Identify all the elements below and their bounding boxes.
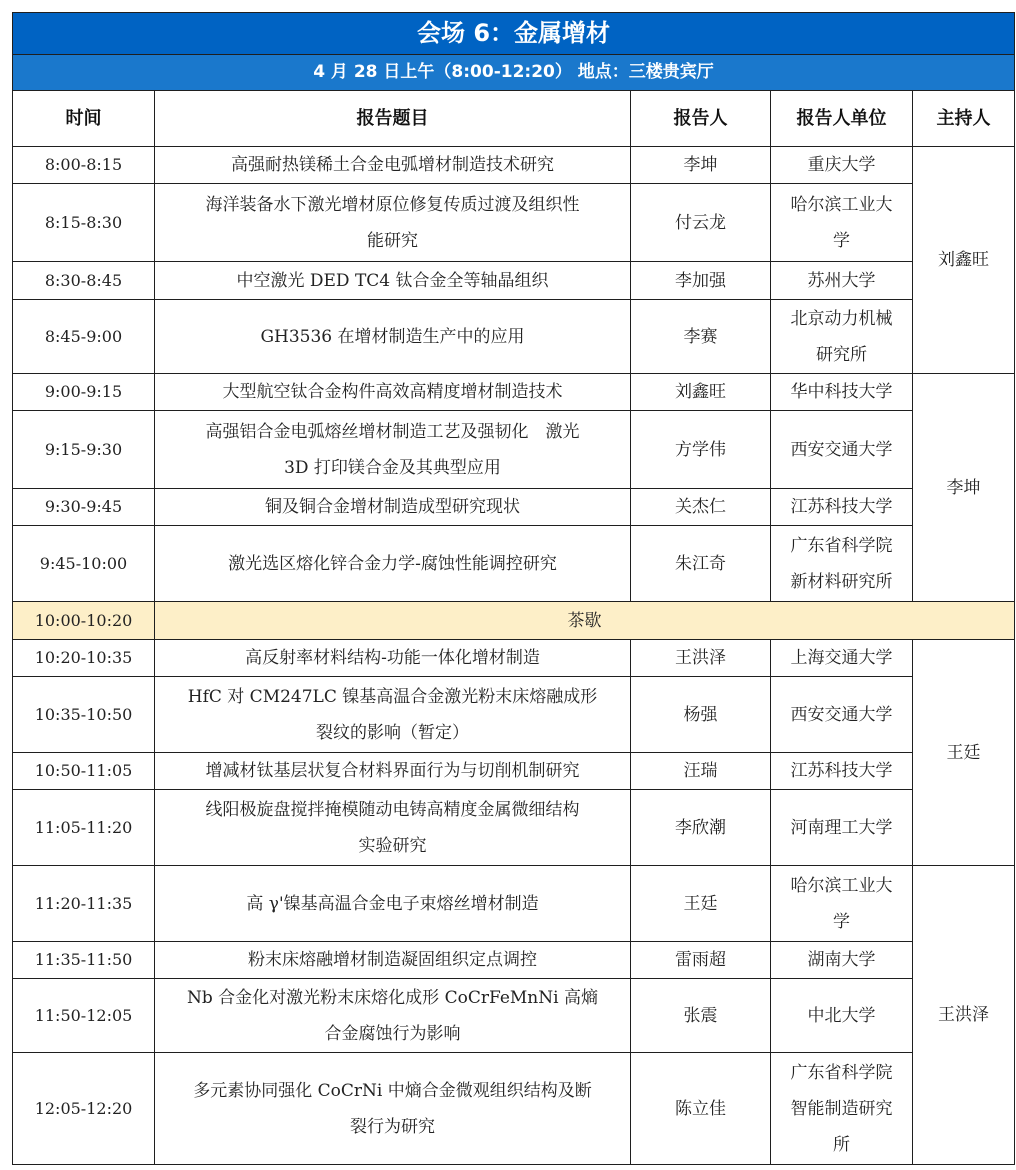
topic-cell-line: GH3536 在增材制造生产中的应用	[260, 326, 525, 347]
topic-cell-line: 高反射率材料结构-功能一体化增材制造	[245, 648, 540, 668]
affiliation-cell-line: 哈尔滨工业大	[790, 875, 893, 896]
speaker-cell: 李欣潮	[631, 790, 771, 866]
table-row	[13, 489, 1015, 526]
break-time: 10:00-10:20	[13, 602, 155, 640]
topic-cell-line: 增减材钛基层状复合材料界面行为与切削机制研究	[205, 761, 580, 781]
time-cell: 8:45-9:00	[13, 300, 155, 374]
affiliation-cell-line: 重庆大学	[807, 155, 876, 175]
topic-cell	[155, 866, 631, 942]
break-label: 茶歇	[155, 602, 1015, 640]
topic-cell-line: 激光选区熔化锌合金力学-腐蚀性能调控研究	[228, 553, 557, 574]
time-cell: 10:20-10:35	[13, 640, 155, 677]
speaker-cell: 汪瑞	[631, 753, 771, 790]
topic-cell	[155, 184, 631, 262]
affiliation-cell-line: 苏州大学	[807, 270, 876, 291]
subtitle-row	[13, 55, 1015, 91]
column-header-host: 主持人	[913, 91, 1015, 147]
affiliation-cell	[771, 640, 913, 677]
time-cell: 11:35-11:50	[13, 942, 155, 979]
title-row	[13, 13, 1015, 55]
affiliation-cell-line: 智能制造研究	[790, 1098, 893, 1119]
affiliation-cell	[771, 526, 913, 602]
topic-cell	[155, 489, 631, 526]
table-row	[13, 753, 1015, 790]
affiliation-cell	[771, 753, 913, 790]
affiliation-cell-line: 新材料研究所	[790, 571, 893, 592]
topic-cell-line: 中空激光 DED TC4 钛合金全等轴晶组织	[236, 270, 549, 291]
affiliation-cell	[771, 300, 913, 374]
speaker-cell: 杨强	[631, 677, 771, 753]
topic-cell	[155, 753, 631, 790]
topic-cell-line: 粉末床熔融增材制造凝固组织定点调控	[248, 950, 537, 970]
time-cell: 9:45-10:00	[13, 526, 155, 602]
affiliation-cell-line: 研究所	[816, 344, 867, 365]
topic-cell	[155, 300, 631, 374]
topic-cell-line: 实验研究	[358, 835, 427, 856]
affiliation-cell	[771, 262, 913, 300]
table-row	[13, 979, 1015, 1053]
time-cell: 11:50-12:05	[13, 979, 155, 1053]
affiliation-cell-line: 江苏科技大学	[790, 761, 893, 781]
affiliation-cell-line: 西安交通大学	[790, 704, 893, 725]
affiliation-cell	[771, 411, 913, 489]
topic-cell-line: 高强耐热镁稀土合金电弧增材制造技术研究	[231, 155, 554, 175]
time-cell: 8:00-8:15	[13, 147, 155, 184]
table-row	[13, 262, 1015, 300]
table-row	[13, 942, 1015, 979]
affiliation-cell	[771, 489, 913, 526]
affiliation-cell-line: 华中科技大学	[790, 382, 893, 402]
topic-cell	[155, 942, 631, 979]
topic-cell-line: 能研究	[367, 230, 418, 251]
time-cell: 9:00-9:15	[13, 374, 155, 411]
time-cell: 11:05-11:20	[13, 790, 155, 866]
table-row	[13, 677, 1015, 753]
topic-cell-line: 合金腐蚀行为影响	[324, 1023, 461, 1044]
affiliation-cell-line: 北京动力机械	[790, 308, 893, 329]
break-row	[13, 602, 1015, 640]
speaker-cell: 李加强	[631, 262, 771, 300]
time-cell: 11:20-11:35	[13, 866, 155, 942]
affiliation-cell	[771, 184, 913, 262]
affiliation-cell-line: 上海交通大学	[790, 648, 893, 668]
affiliation-cell	[771, 147, 913, 184]
column-header-row	[13, 91, 1015, 147]
topic-cell-line: HfC 对 CM247LC 镍基高温合金激光粉末床熔融成形	[187, 686, 598, 707]
column-header-topic: 报告题目	[155, 91, 631, 147]
agenda-table	[12, 12, 1015, 1165]
affiliation-cell-line: 湖南大学	[807, 950, 876, 970]
table-row	[13, 184, 1015, 262]
time-cell: 9:30-9:45	[13, 489, 155, 526]
agenda-body	[13, 147, 1015, 1165]
session-title: 会场 6：金属增材	[13, 13, 1015, 55]
affiliation-cell-line: 学	[833, 911, 850, 932]
topic-cell-line: 裂纹的影响（暂定）	[316, 722, 469, 743]
column-header-time: 时间	[13, 91, 155, 147]
time-cell: 10:35-10:50	[13, 677, 155, 753]
affiliation-cell	[771, 866, 913, 942]
table-row	[13, 300, 1015, 374]
topic-cell-line: 海洋装备水下激光增材原位修复传质过渡及组织性	[205, 194, 580, 215]
table-row	[13, 526, 1015, 602]
host-cell: 李坤	[913, 374, 1015, 602]
affiliation-cell	[771, 374, 913, 411]
speaker-cell: 王廷	[631, 866, 771, 942]
table-row	[13, 374, 1015, 411]
topic-cell	[155, 374, 631, 411]
topic-cell	[155, 147, 631, 184]
topic-cell-line: 大型航空钛合金构件高效高精度增材制造技术	[222, 382, 563, 402]
speaker-cell: 陈立佳	[631, 1053, 771, 1165]
speaker-cell: 关杰仁	[631, 489, 771, 526]
topic-cell	[155, 1053, 631, 1165]
topic-cell	[155, 790, 631, 866]
topic-cell-line: 铜及铜合金增材制造成型研究现状	[265, 497, 520, 517]
affiliation-cell-line: 哈尔滨工业大	[790, 194, 893, 215]
topic-cell	[155, 526, 631, 602]
affiliation-cell-line: 西安交通大学	[790, 439, 893, 460]
speaker-cell: 王洪泽	[631, 640, 771, 677]
table-row	[13, 866, 1015, 942]
affiliation-cell	[771, 677, 913, 753]
topic-cell	[155, 677, 631, 753]
topic-cell-line: 线阳极旋盘搅拌掩模随动电铸高精度金属微细结构	[205, 799, 580, 820]
speaker-cell: 张震	[631, 979, 771, 1053]
topic-cell	[155, 262, 631, 300]
topic-cell	[155, 411, 631, 489]
speaker-cell: 李赛	[631, 300, 771, 374]
speaker-cell: 刘鑫旺	[631, 374, 771, 411]
column-header-speaker: 报告人	[631, 91, 771, 147]
time-cell: 12:05-12:20	[13, 1053, 155, 1165]
affiliation-cell	[771, 790, 913, 866]
speaker-cell: 朱江奇	[631, 526, 771, 602]
affiliation-cell-line: 江苏科技大学	[790, 497, 893, 517]
topic-cell-line: 裂行为研究	[350, 1116, 435, 1137]
host-cell: 王洪泽	[913, 866, 1015, 1165]
speaker-cell: 雷雨超	[631, 942, 771, 979]
table-row	[13, 790, 1015, 866]
table-row	[13, 147, 1015, 184]
topic-cell-line: 多元素协同强化 CoCrNi 中熵合金微观组织结构及断	[193, 1080, 592, 1101]
affiliation-cell	[771, 979, 913, 1053]
affiliation-cell-line: 学	[833, 230, 850, 251]
speaker-cell: 付云龙	[631, 184, 771, 262]
table-row	[13, 411, 1015, 489]
affiliation-cell-line: 广东省科学院	[790, 535, 893, 556]
affiliation-cell-line: 广东省科学院	[790, 1062, 893, 1083]
time-cell: 10:50-11:05	[13, 753, 155, 790]
table-row	[13, 640, 1015, 677]
topic-cell	[155, 979, 631, 1053]
topic-cell-line: Nb 合金化对激光粉末床熔化成形 CoCrFeMnNi 高熵	[187, 987, 598, 1008]
affiliation-cell-line: 河南理工大学	[790, 817, 893, 838]
time-cell: 8:15-8:30	[13, 184, 155, 262]
host-cell: 王廷	[913, 640, 1015, 866]
topic-cell-line: 3D 打印镁合金及其典型应用	[284, 457, 501, 478]
session-subtitle: 4 月 28 日上午（8:00-12:20） 地点：三楼贵宾厅	[13, 55, 1015, 91]
speaker-cell: 方学伟	[631, 411, 771, 489]
column-header-affiliation: 报告人单位	[771, 91, 913, 147]
time-cell: 8:30-8:45	[13, 262, 155, 300]
affiliation-cell-line: 中北大学	[807, 1005, 876, 1026]
host-cell: 刘鑫旺	[913, 147, 1015, 374]
time-cell: 9:15-9:30	[13, 411, 155, 489]
topic-cell-line: 高强铝合金电弧熔丝增材制造工艺及强韧化 激光	[205, 421, 580, 442]
affiliation-cell	[771, 942, 913, 979]
topic-cell	[155, 640, 631, 677]
speaker-cell: 李坤	[631, 147, 771, 184]
affiliation-cell-line: 所	[833, 1134, 850, 1155]
topic-cell-line: 高 γ'镍基高温合金电子束熔丝增材制造	[246, 893, 539, 914]
affiliation-cell	[771, 1053, 913, 1165]
table-row	[13, 1053, 1015, 1165]
